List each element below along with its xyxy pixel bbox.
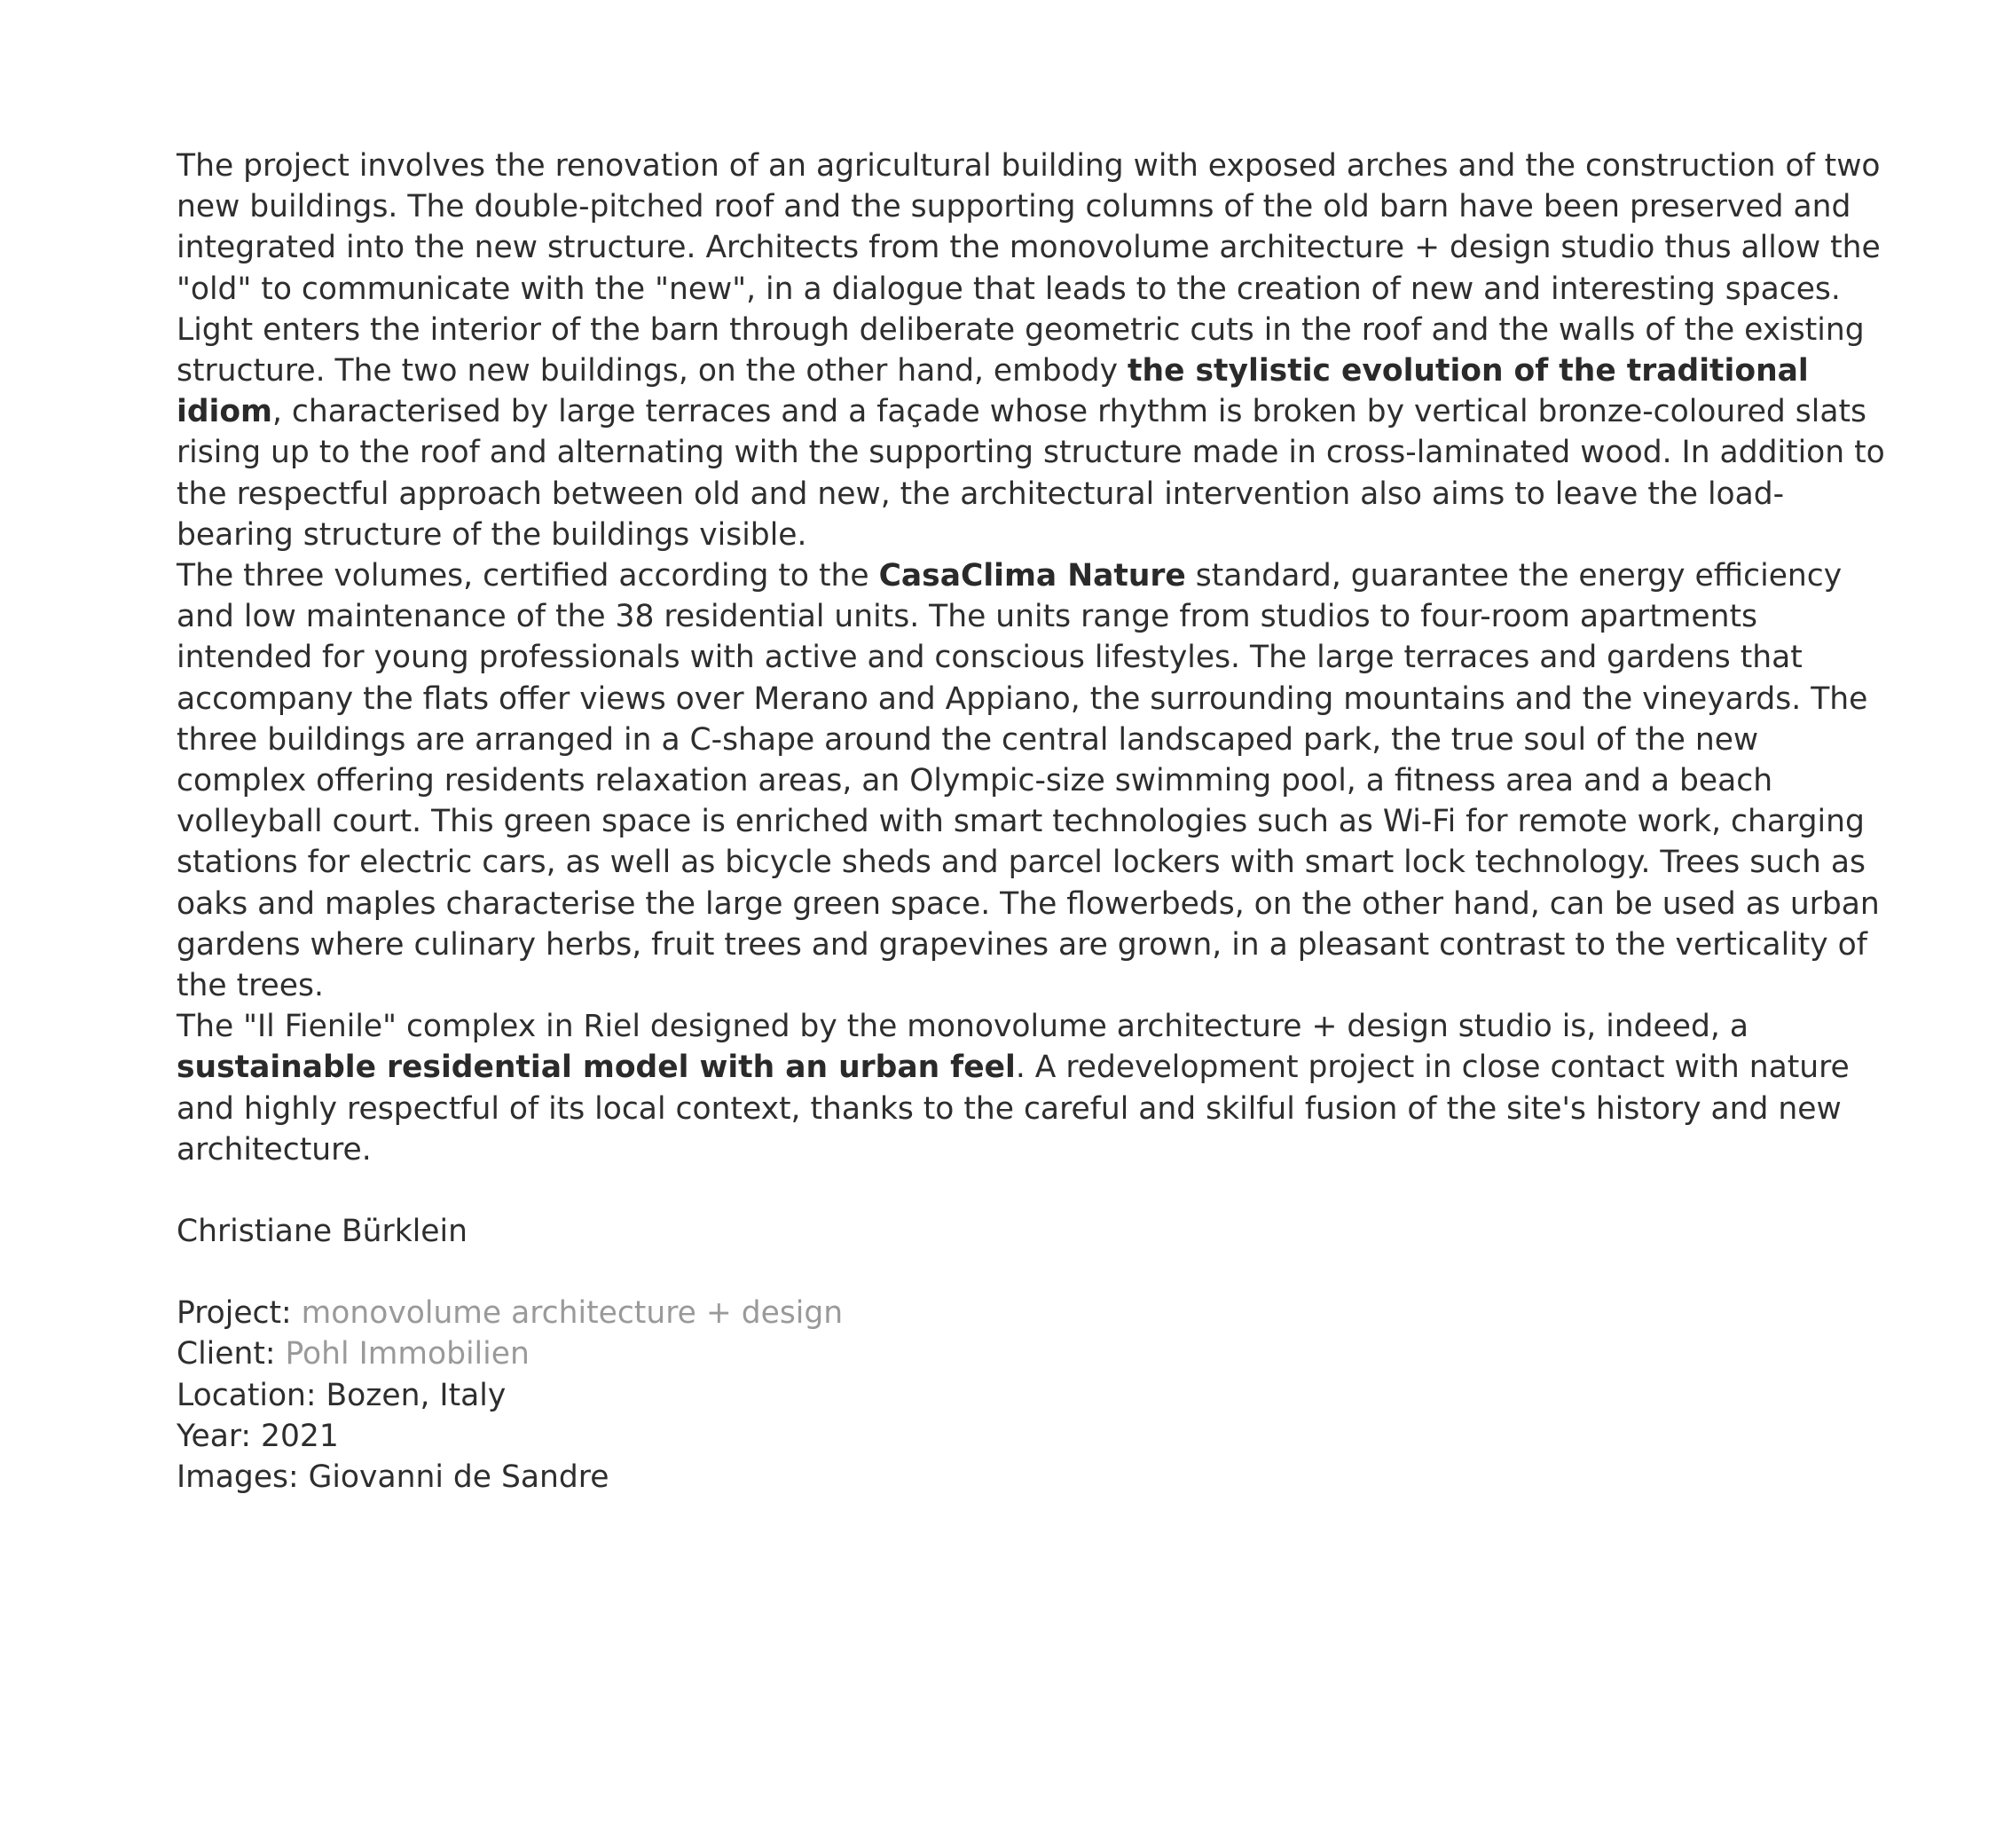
- paragraph-conclusion: [177, 1006, 1889, 1170]
- paragraph-conclusion-text-a: The "Il Fienile" complex in Riel designed by the monovolume architecture + design studio is, indeed, a: [177, 1009, 1748, 1045]
- paragraph-volumes-bold: CasaClima Nature: [878, 558, 1186, 594]
- credit-project-link[interactable]: monovolume architecture + design: [301, 1295, 844, 1332]
- paragraph-conclusion-text-b: . A redevelopment project in close contact with nature and highly respectful of its local context, thanks to the careful and skilful fusion of the site's history and new architecture.: [177, 1050, 1850, 1168]
- spacer: [177, 1252, 1889, 1293]
- credit-year: Year: 2021: [177, 1418, 339, 1454]
- credit-client-label: Client:: [177, 1336, 286, 1372]
- paragraph-intro-text-b: , characterised by large terraces and a façade whose rhythm is broken by vertical bronze-coloured slats rising up to the roof and alternating with the supporting structure made in cross-laminated wood. In addition to the respectful approach between old and new, the architectural intervention also aims to leave the load-bearing structure of the buildings visible.: [177, 394, 1885, 553]
- paragraph-intro-text-a: The project involves the renovation of an agricultural building with exposed arches and the construction of two new buildings. The double-pitched roof and the supporting columns of the old barn have been preserved and integrated into the new structure. Architects from the monovolume architecture + design studio thus allow the "old" to communicate with the "new", in a dialogue that leads to the creation of new and interesting spaces. Light enters the interior of the barn through deliberate geometric cuts in the roof and the walls of the existing structure. The two new buildings, on the other hand, embody: [177, 148, 1881, 389]
- paragraph-intro: [177, 145, 1889, 555]
- spacer: [177, 1170, 1889, 1211]
- credit-client-link[interactable]: Pohl Immobilien: [285, 1336, 530, 1372]
- credit-project-label: Project:: [177, 1295, 302, 1332]
- paragraph-volumes-text-b: standard, guarantee the energy efficiency and low maintenance of the 38 residential units. The units range from studios to four-room apartments intended for young professionals with active and conscious lifestyles. The large terraces and gardens that accompany the flats offer views over Merano and Appiano, the surrounding mountains and the vineyards. The three buildings are arranged in a C-shape around the central landscaped park, the true soul of the new complex offering residents relaxation areas, an Olympic-size swimming pool, a fitness area and a beach volleyball court. This green space is enriched with smart technologies such as Wi-Fi for remote work, charging stations for electric cars, as well as bicycle sheds and parcel lockers with smart lock technology. Trees such as oaks and maples characterise the large green space. The flowerbeds, on the other hand, can be used as urban gardens where culinary herbs, fruit trees and grapevines are grown, in a pleasant contrast to the verticality of the trees.: [177, 558, 1880, 1004]
- author-name: Christiane Bürklein: [177, 1214, 468, 1250]
- paragraph-volumes-text-a: The three volumes, certified according to the: [177, 558, 879, 594]
- paragraph-volumes: [177, 555, 1889, 1006]
- project-credits: [177, 1293, 1889, 1498]
- paragraph-conclusion-bold: sustainable residential model with an urban feel: [177, 1050, 1016, 1086]
- credit-location: Location: Bozen, Italy: [177, 1377, 507, 1413]
- credit-images: Images: Giovanni de Sandre: [177, 1459, 609, 1496]
- article-body: [177, 145, 1889, 1498]
- credit-client: [177, 1333, 1889, 1374]
- paragraph-intro-bold: the stylistic evolution of the traditional idiom: [177, 353, 1809, 430]
- credit-project: [177, 1293, 1889, 1333]
